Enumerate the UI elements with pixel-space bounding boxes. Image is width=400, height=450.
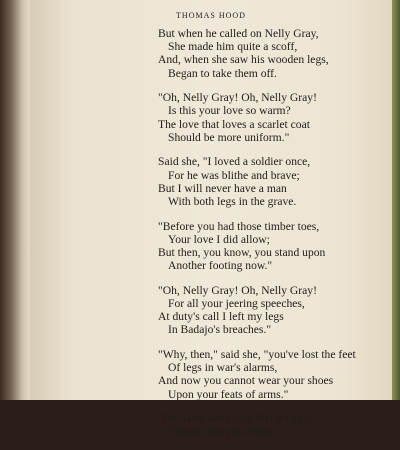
poem-line: Began to take them off. [168, 66, 277, 80]
poem-line: Said she, "I loved a soldier once, [158, 155, 311, 169]
poem-line: But then, you know, you stand upon [158, 246, 326, 260]
poem-line: Another footing now." [168, 259, 273, 273]
poem-line: For all your jeering speeches, [168, 297, 305, 311]
poem-body [158, 27, 356, 450]
stanza-7 [158, 412, 356, 438]
poem-line: I know why you refuse; [168, 425, 279, 439]
poem-line: At duty's call I left my legs [158, 310, 284, 324]
poem-line: The love that loves a scarlet coat [158, 117, 310, 131]
poem-line: "Oh, Nelly Gray! Oh, Nelly Gray! [158, 283, 317, 297]
poem-line: And now you cannot wear your shoes [158, 374, 334, 388]
book-gutter [0, 0, 30, 400]
stanza-2 [158, 91, 356, 144]
running-header: THOMAS HOOD [176, 11, 246, 20]
poem-line: And, when she saw his wooden legs, [158, 53, 329, 67]
poem-line: But I will never have a man [158, 181, 287, 195]
poem-line: But when he called on Nelly Gray, [158, 27, 319, 40]
poem-line: Your love I did allow; [168, 232, 270, 246]
book-edge [392, 0, 400, 400]
poem-line: Should be more uniform." [168, 130, 290, 144]
stanza-1 [158, 27, 356, 80]
poem-line: "Oh, Nelly Gray! Oh, Nelly Gray! [158, 91, 317, 105]
poem-line: She made him quite a scoff, [168, 40, 298, 54]
poem-line: In Badajo's breaches." [168, 323, 272, 337]
stanza-3 [158, 155, 356, 208]
poem-line: For he was blithe and brave; [168, 168, 300, 182]
poem-line: "Why, then," said she, "you've lost the feet [158, 348, 356, 362]
stanza-4 [158, 220, 356, 273]
poem-line: "Before you had those timber toes, [158, 219, 320, 233]
poem-line: With both legs in the grave. [168, 195, 297, 209]
book-page [30, 0, 392, 439]
poem-line: Upon your feats of arms." [168, 387, 289, 401]
stanza-6 [158, 348, 356, 401]
poem-line: Is this your love so warm? [168, 104, 291, 118]
poem-line: "Oh, false and fickle Nelly Gray! [158, 412, 313, 426]
poem-line: Of legs in war's alarms, [168, 361, 278, 375]
stanza-5 [158, 284, 356, 337]
